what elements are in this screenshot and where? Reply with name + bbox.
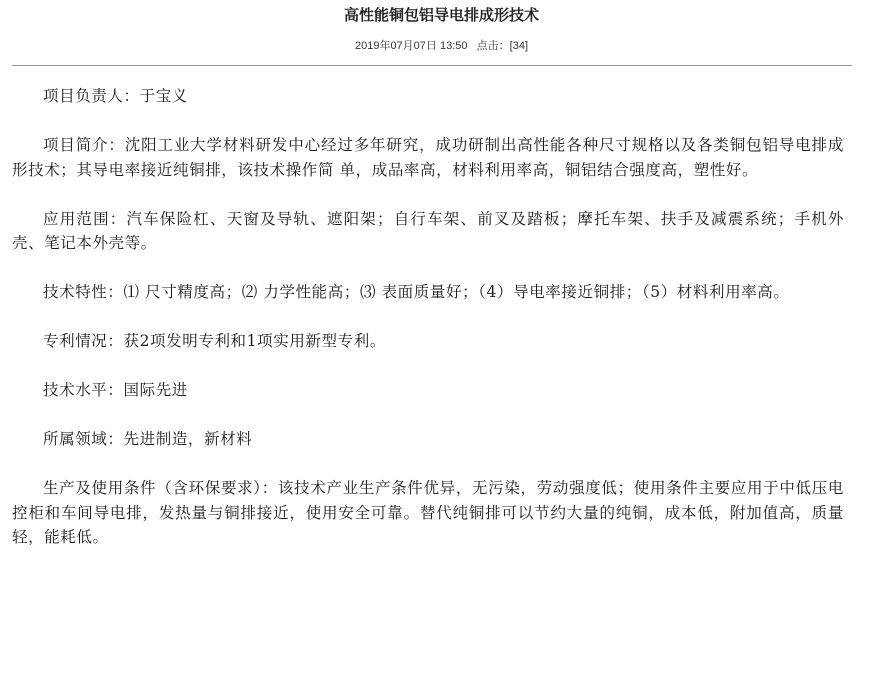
paragraph-project-summary: 项目简介：沈阳工业大学材料研发中心经过多年研究，成功研制出高性能各种尺寸规格以及各类铜包铝导电排成形技术；其导电率接近纯铜排，该技术操作简 单，成品率高，材料利用率高，铜铝结合强度高，塑性好。 — [12, 136, 844, 179]
publish-date: 2019年07月07日 13:50 — [354, 40, 468, 52]
paragraph-technical-level: 技术水平：国际先进 — [43, 381, 188, 399]
header-divider — [12, 65, 852, 66]
article-title: 高性能铜包铝导电排成形技术 — [343, 6, 539, 24]
article-body — [12, 84, 844, 574]
paragraph-patents: 专利情况：获2项发明专利和1项实用新型专利。 — [43, 332, 386, 350]
article-header — [0, 0, 883, 66]
clicks-label: 点击： — [476, 40, 510, 52]
paragraph-technical-features: 技术特性：⑴ 尺寸精度高；⑵ 力学性能高；⑶ 表面质量好；（4）导电率接近铜排；（5）材料利用率高。 — [43, 283, 790, 301]
paragraph-project-leader: 项目负责人：于宝义 — [43, 87, 188, 105]
article-meta — [0, 38, 883, 54]
meta-spacer — [468, 40, 477, 52]
paragraph-production-conditions: 生产及使用条件（含环保要求）：该技术产业生产条件优异，无污染，劳动强度低；使用条件主要应用于中低压电控柜和车间导电排，发热量与铜排接近，使用安全可靠。替代纯铜排可以节约大量的纯铜，成本低，附加值高，质量轻，能耗低。 — [12, 479, 844, 546]
paragraph-field: 所属领域：先进制造，新材料 — [43, 430, 253, 448]
clicks-count: [34] — [509, 40, 529, 52]
paragraph-application-scope: 应用范围：汽车保险杠、天窗及导轨、遮阳架；自行车架、前叉及踏板；摩托车架、扶手及减震系统；手机外壳、笔记本外壳等。 — [12, 209, 844, 252]
